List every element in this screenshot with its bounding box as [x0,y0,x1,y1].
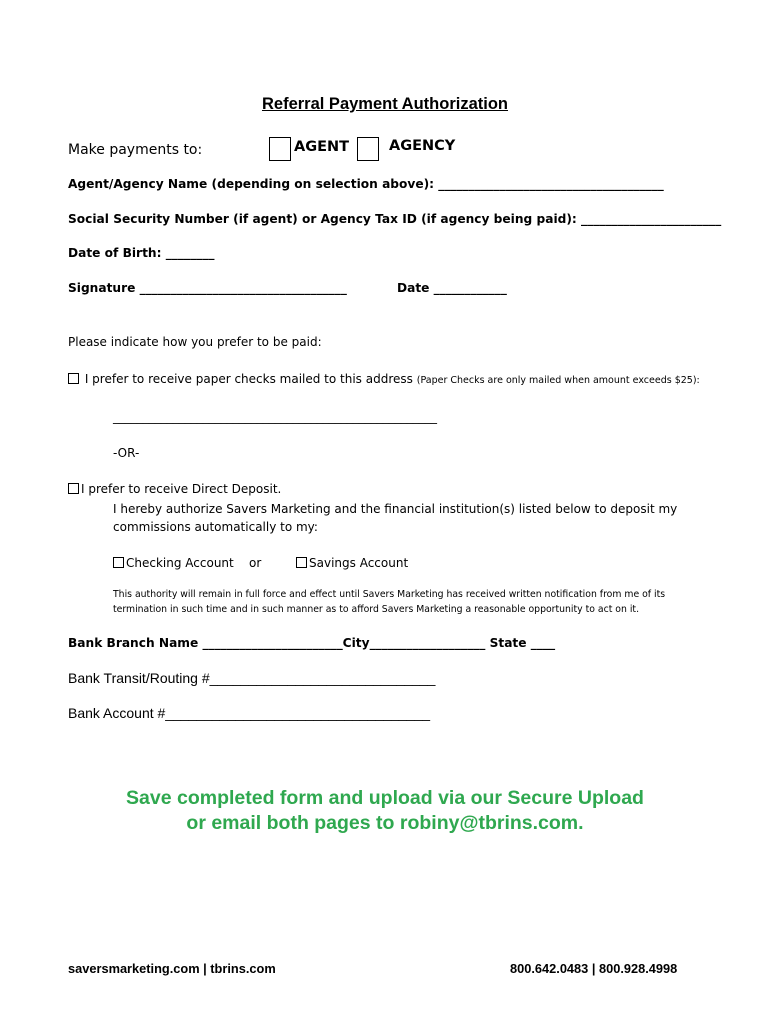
date-field[interactable]: Date ____________ [397,281,507,295]
upload-notice-line2: or email both pages to robiny@tbrins.com. [186,812,584,834]
paper-check-option[interactable] [68,372,700,386]
make-payments-label: Make payments to: [68,142,203,158]
bank-branch-field[interactable]: Bank Branch Name _______________________City___________________ State ____ [68,636,556,650]
agent-name-field[interactable]: Agent/Agency Name (depending on selection above): _____________________________________ [68,177,664,191]
paper-check-label: I prefer to receive paper checks mailed to this address [84,372,413,386]
agent-checkbox[interactable] [269,137,291,161]
terms-line1: This authority will remain in full force and effect until Savers Marketing has received written notification from me of its [113,589,666,600]
dd-authorization-line1: I hereby authorize Savers Marketing and the financial institution(s) listed below to deposit my [113,502,678,516]
paper-check-checkbox[interactable] [68,373,79,384]
bank-account-field[interactable]: Bank Account #__________________________________ [68,705,431,721]
paper-check-note: (Paper Checks are only mailed when amount exceeds $25): [416,375,700,386]
or-divider: -OR- [113,446,140,460]
dob-field[interactable]: Date of Birth: ________ [68,246,215,260]
payment-prompt: Please indicate how you prefer to be paid: [68,335,322,349]
bank-routing-field[interactable]: Bank Transit/Routing #_____________________________ [68,670,436,686]
account-or-text: or [249,556,262,570]
direct-deposit-option[interactable] [68,482,281,496]
direct-deposit-label: I prefer to receive Direct Deposit. [81,482,282,496]
savings-account-label: Savings Account [309,556,409,570]
page-title: Referral Payment Authorization [261,95,509,113]
agent-option-label: AGENT [294,139,350,155]
terms-line2: termination in such time and in such manner as to afford Savers Marketing a reasonable opportunity to act on it. [113,604,640,615]
direct-deposit-checkbox[interactable] [68,483,79,494]
savings-account-option[interactable] [296,556,408,570]
checking-account-label: Checking Account [126,556,234,570]
signature-field[interactable]: Signature __________________________________ [68,281,347,295]
upload-notice-line1: Save completed form and upload via our Secure Upload [126,787,644,809]
checking-account-checkbox[interactable] [113,557,124,568]
footer-websites: saversmarketing.com | tbrins.com [68,961,276,976]
dd-authorization-line2: commissions automatically to my: [113,520,318,534]
footer-phones: 800.642.0483 | 800.928.4998 [510,961,678,976]
checking-account-option[interactable] [113,556,234,570]
agency-option-label: AGENCY [389,138,456,154]
agency-checkbox[interactable] [357,137,379,161]
address-line[interactable]: ______________________________________________________ [113,410,437,424]
savings-account-checkbox[interactable] [296,557,307,568]
ssn-field[interactable]: Social Security Number (if agent) or Agency Tax ID (if agency being paid): _______________________ [68,212,722,226]
